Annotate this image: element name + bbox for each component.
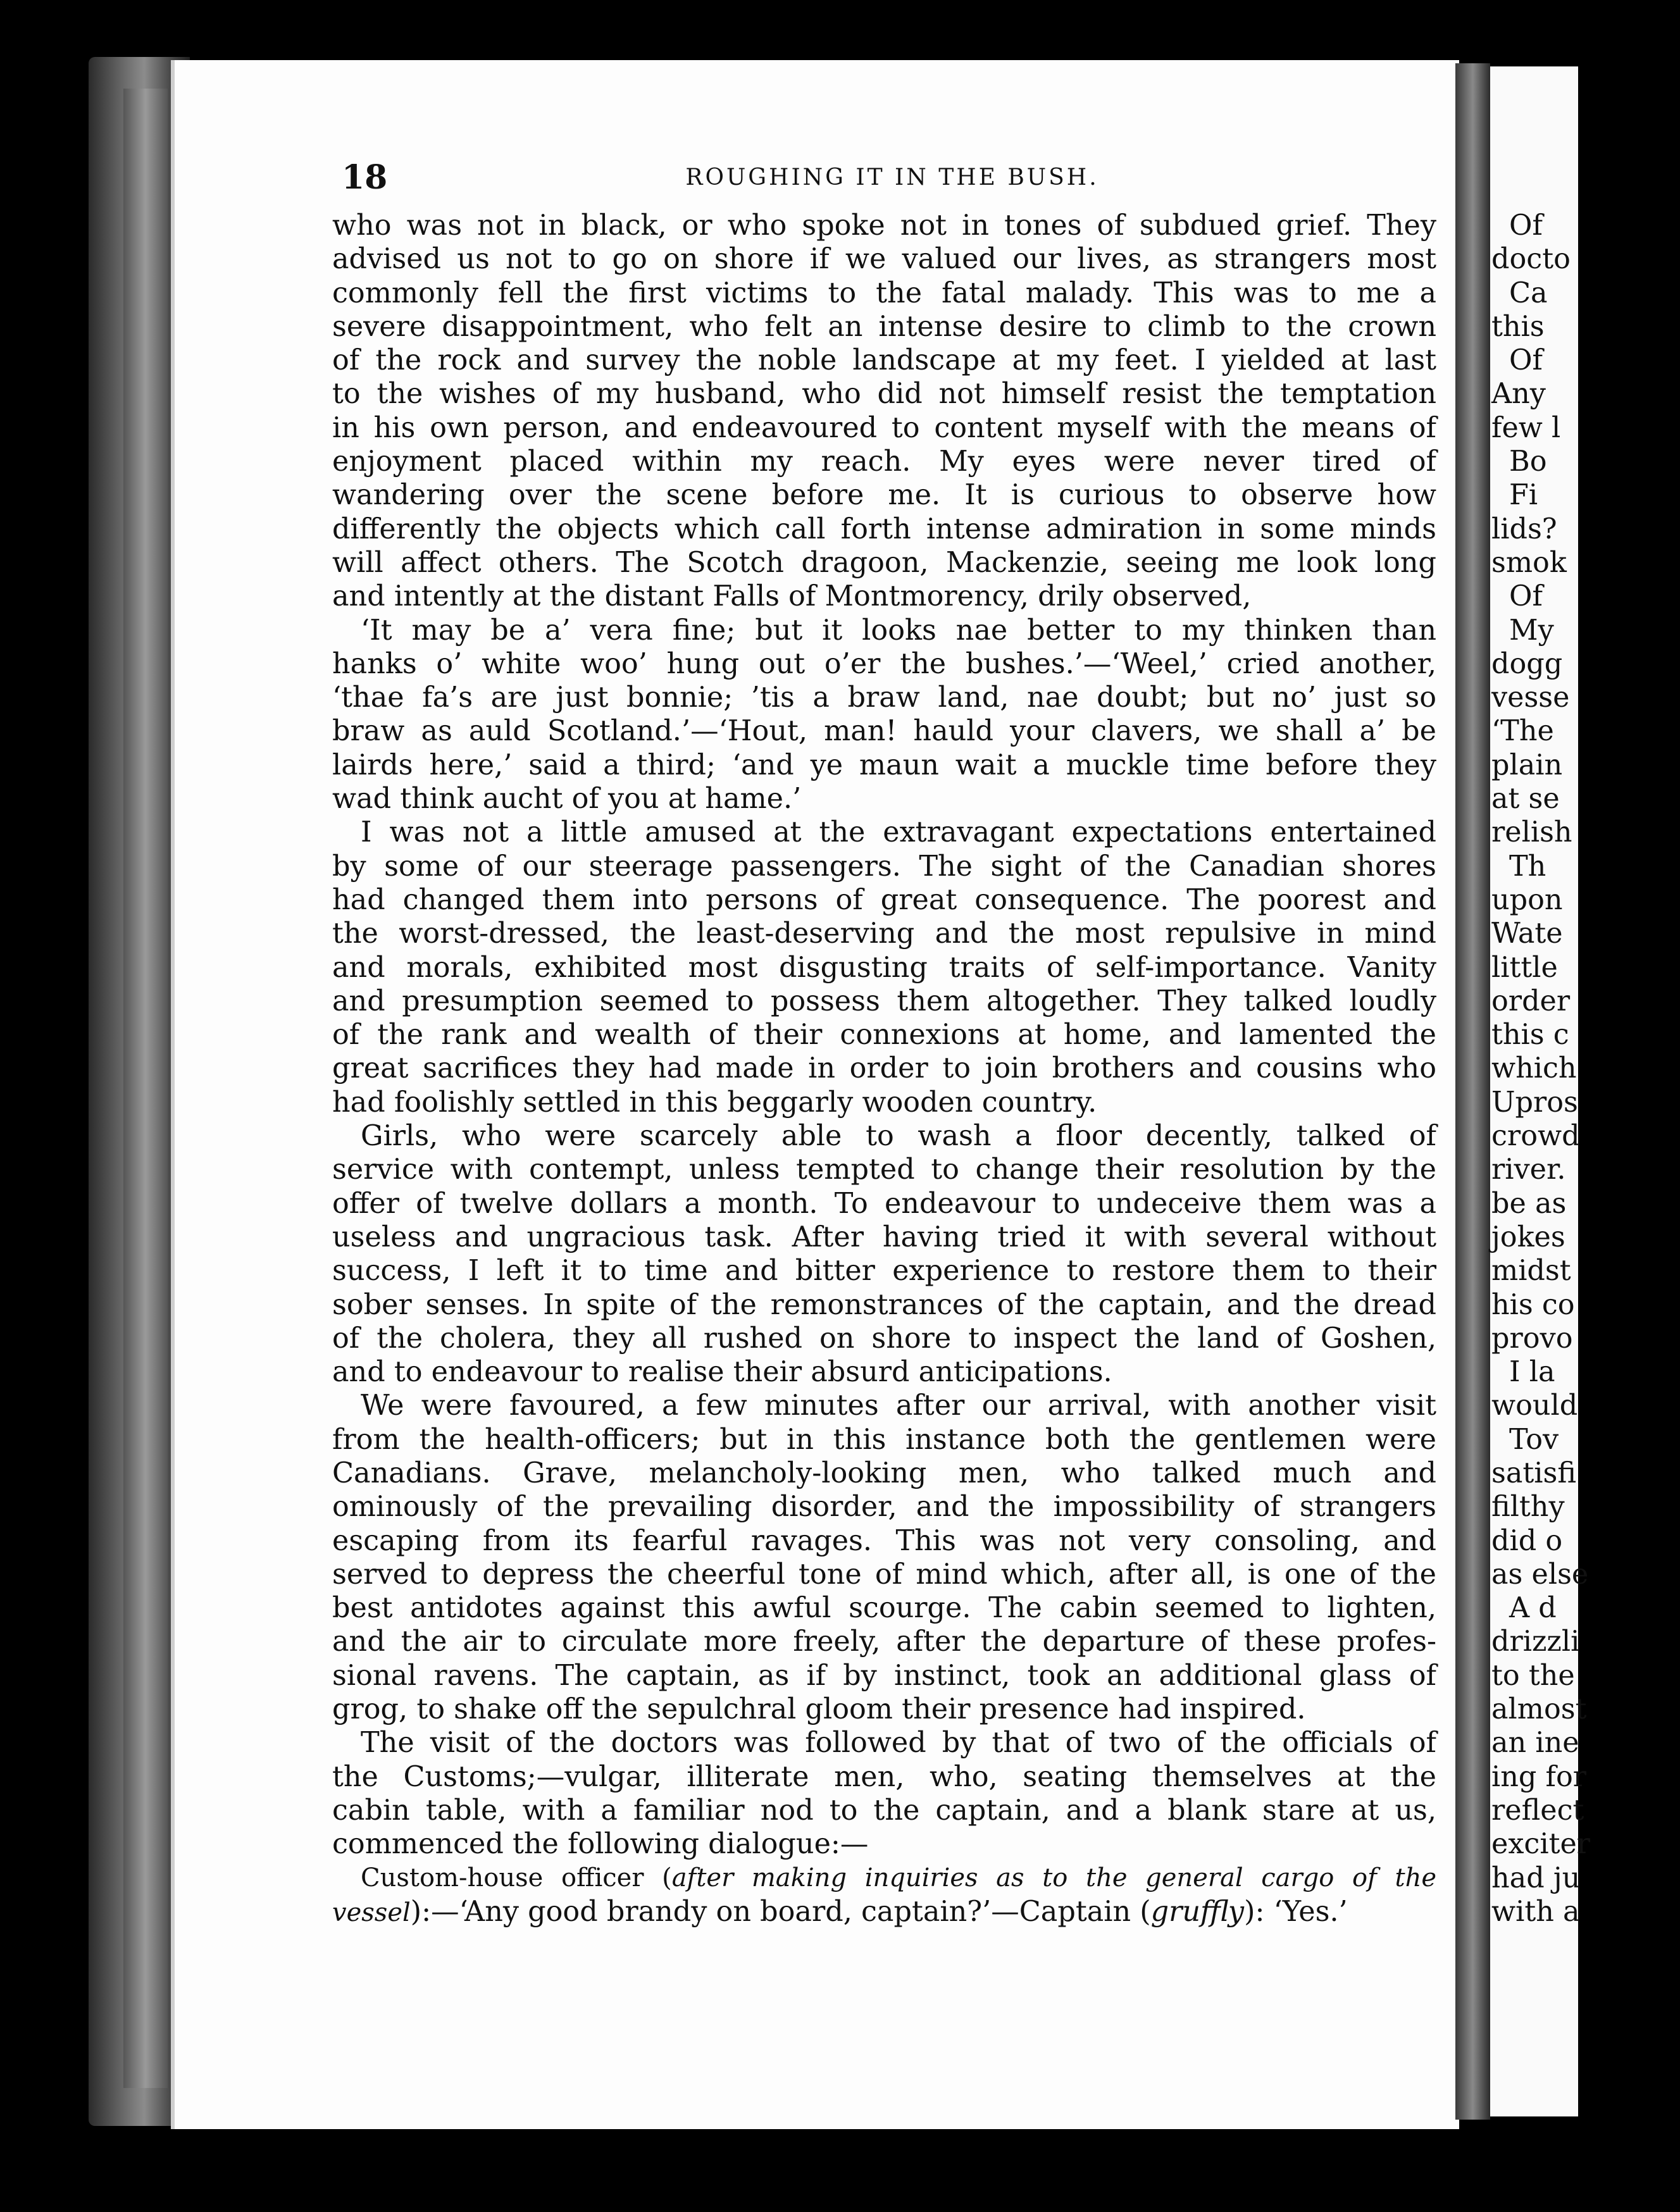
text-line: I was not a little amused at the extravagant expectations entertained: [361, 816, 1436, 849]
text-line: sober senses. In spite of the remonstrances of the captain, and the dread: [332, 1288, 1436, 1321]
text-line: the Customs;—vulgar, illiterate men, who, seating themselves at the: [332, 1760, 1436, 1793]
adjacent-page-line: be as: [1491, 1187, 1567, 1220]
adjacent-page-line: Tov: [1509, 1423, 1559, 1456]
adjacent-page-line: with a: [1491, 1895, 1580, 1928]
text-line: and presumption seemed to possess them altogether. They talked loudly: [332, 985, 1436, 1017]
adjacent-page-line: ‘The: [1491, 715, 1554, 748]
adjacent-page-line: My: [1509, 614, 1554, 647]
adjacent-page-line: provo: [1491, 1322, 1573, 1355]
text-line: and the air to circulate more freely, after the departure of these profes-: [332, 1625, 1436, 1658]
adjacent-page-line: as else: [1491, 1558, 1589, 1591]
dialogue-speech: ):—‘Any good brandy on board, captain?’—Captain (: [410, 1895, 1151, 1928]
adjacent-page-line: dogg: [1491, 647, 1563, 680]
running-title: ROUGHING IT IN THE BUSH.: [685, 165, 1099, 190]
text-line: served to depress the cheerful tone of mind which, after all, is one of the: [332, 1558, 1436, 1591]
adjacent-page-line: this c: [1491, 1019, 1569, 1052]
dialogue-line: [332, 1895, 1436, 1929]
adjacent-page-line: order: [1491, 985, 1571, 1017]
adjacent-page-line: Of: [1509, 344, 1543, 377]
adjacent-page-line: relish: [1491, 816, 1572, 849]
text-line: Canadians. Grave, melancholy-looking men, who talked much and: [332, 1457, 1436, 1489]
page-gutter-shadow: [1455, 63, 1490, 2120]
text-line: great sacrifices they had made in order to join brothers and cousins who: [332, 1052, 1436, 1085]
text-line: ominously of the prevailing disorder, and the impossibility of strangers: [332, 1491, 1436, 1524]
adjacent-page-line: Th: [1509, 850, 1546, 883]
text-line: best antidotes against this awful scourge. The cabin seemed to lighten,: [332, 1592, 1436, 1625]
dialogue-line: [332, 1861, 1436, 1895]
adjacent-page-line: crowd: [1491, 1120, 1580, 1153]
adjacent-page-line: upon: [1491, 883, 1563, 916]
text-line: offer of twelve dollars a month. To endeavour to undeceive them was a: [332, 1187, 1436, 1220]
text-line: and to endeavour to realise their absurd anticipations.: [332, 1356, 1112, 1389]
text-line: commonly fell the first victims to the fatal malady. This was to me a: [332, 276, 1436, 309]
text-line: ‘thae fa’s are just bonnie; ’tis a braw land, nae doubt; but no’ just so: [332, 681, 1436, 714]
adjacent-page-line: ing for: [1491, 1760, 1587, 1793]
text-line: by some of our steerage passengers. The sight of the Canadian shores: [332, 850, 1436, 883]
adjacent-page-line: Wate: [1491, 917, 1563, 950]
dialogue-manner: gruffly: [1150, 1895, 1245, 1928]
adjacent-page-line: Any: [1491, 378, 1546, 411]
adjacent-page-line: Of: [1509, 209, 1543, 242]
adjacent-page-line: little: [1491, 951, 1558, 984]
text-line: commenced the following dialogue:—: [332, 1828, 869, 1861]
text-line: advised us not to go on shore if we valued our lives, as strangers most: [332, 243, 1436, 276]
adjacent-page: [1490, 66, 1591, 2116]
text-line: We were favoured, a few minutes after our arrival, with another visit: [361, 1389, 1436, 1422]
text-line: and morals, exhibited most disgusting traits of self-importance. Vanity: [332, 951, 1436, 984]
adjacent-page-line: river.: [1491, 1153, 1566, 1186]
text-line: the worst-dressed, the least-deserving and the most repulsive in mind: [332, 917, 1436, 950]
text-line: of the rank and wealth of their connexions at home, and lamented the: [332, 1019, 1436, 1052]
text-line: and intently at the distant Falls of Montmorency, drily observed,: [332, 580, 1252, 613]
text-line: braw as auld Scotland.’—‘Hout, man! hauld your clavers, we shall a’ be: [332, 715, 1436, 748]
text-line: sional ravens. The captain, as if by instinct, took an additional glass of: [332, 1659, 1436, 1692]
adjacent-page-line: vesse: [1491, 681, 1570, 714]
adjacent-page-line: almost: [1491, 1693, 1587, 1726]
adjacent-page-line: exciter: [1491, 1828, 1591, 1861]
adjacent-page-line: midst: [1491, 1255, 1571, 1288]
text-line: of the cholera, they all rushed on shore to inspect the land of Goshen,: [332, 1322, 1436, 1355]
adjacent-page-line: A d: [1509, 1592, 1557, 1625]
dialogue-stage-direction: after making inquiries as to the general cargo of the: [671, 1863, 1437, 1892]
text-line: in his own person, and endeavoured to content myself with the means of: [332, 411, 1436, 444]
adjacent-page-line: Bo: [1509, 445, 1547, 478]
adjacent-page-line: at se: [1491, 783, 1560, 816]
text-line: of the rock and survey the noble landscape at my feet. I yielded at last: [332, 344, 1436, 377]
adjacent-page-line: this: [1491, 310, 1545, 343]
adjacent-page-line: which: [1491, 1052, 1577, 1085]
dialogue-speaker: Custom-house officer (: [361, 1863, 672, 1892]
adjacent-page-line: plain: [1491, 749, 1563, 781]
dialogue-reply: ): ‘Yes.’: [1244, 1895, 1348, 1928]
adjacent-page-line: filthy: [1491, 1491, 1565, 1524]
dialogue-stage-direction-end: vessel: [332, 1898, 411, 1927]
running-head: [342, 158, 1443, 202]
text-line: to the wishes of my husband, who did not himself resist the temptation: [332, 378, 1436, 411]
text-line: useless and ungracious task. After having tried it with several without: [332, 1221, 1436, 1253]
book-spine-edge: [123, 89, 168, 2088]
text-line: lairds here,’ said a third; ‘and ye maun wait a muckle time before they: [332, 749, 1436, 781]
text-line: differently the objects which call forth intense admiration in some minds: [332, 513, 1436, 545]
text-line: had foolishly settled in this beggarly wooden country.: [332, 1086, 1097, 1119]
text-line: enjoyment placed within my reach. My eyes were never tired of: [332, 445, 1436, 478]
text-line: The visit of the doctors was followed by that of two of the officials of: [361, 1727, 1436, 1760]
page-number: 18: [342, 158, 388, 197]
adjacent-page-text: [1490, 209, 1680, 1929]
adjacent-page-line: an ine: [1491, 1727, 1579, 1760]
body-text: [332, 209, 1436, 1929]
adjacent-page-line: Ca: [1509, 276, 1548, 309]
text-line: service with contempt, unless tempted to change their resolution by the: [332, 1153, 1436, 1186]
text-line: escaping from its fearful ravages. This was not very consoling, and: [332, 1524, 1436, 1557]
text-line: wad think aucht of you at hame.’: [332, 783, 802, 816]
adjacent-page-line: smok: [1491, 546, 1567, 579]
adjacent-page-line: his co: [1491, 1288, 1575, 1321]
adjacent-page-line: Of: [1509, 580, 1543, 613]
text-line: hanks o’ white woo’ hung out o’er the bushes.’—‘Weel,’ cried another,: [332, 647, 1436, 680]
text-line: severe disappointment, who felt an intense desire to climb to the crown: [332, 310, 1436, 343]
text-line: success, I left it to time and bitter experience to restore them to their: [332, 1255, 1436, 1288]
text-line: who was not in black, or who spoke not in tones of subdued grief. They: [332, 209, 1436, 242]
text-line: will affect others. The Scotch dragoon, Mackenzie, seeing me look long: [332, 546, 1436, 579]
adjacent-page-line: would: [1491, 1389, 1578, 1422]
adjacent-page-line: had ju: [1491, 1861, 1581, 1894]
text-line: ‘It may be a’ vera fine; but it looks nae better to my thinken than: [361, 614, 1436, 647]
adjacent-page-line: Fi: [1509, 479, 1538, 512]
adjacent-page-line: jokes: [1491, 1221, 1565, 1253]
text-line: wandering over the scene before me. It is curious to observe how: [332, 479, 1436, 512]
adjacent-page-line: Upros: [1491, 1086, 1578, 1119]
adjacent-page-line: drizzli: [1491, 1625, 1580, 1658]
adjacent-page-line: docto: [1491, 243, 1571, 276]
adjacent-page-line: few l: [1491, 411, 1561, 444]
adjacent-page-line: reflect: [1491, 1794, 1584, 1827]
adjacent-page-line: lids?: [1491, 513, 1557, 545]
adjacent-page-line: did o: [1491, 1524, 1563, 1557]
text-line: Girls, who were scarcely able to wash a floor decently, talked of: [361, 1120, 1436, 1153]
adjacent-page-line: I la: [1509, 1356, 1555, 1389]
text-line: from the health-officers; but in this instance both the gentlemen were: [332, 1423, 1436, 1456]
adjacent-page-line: satisfi: [1491, 1457, 1576, 1489]
text-line: grog, to shake off the sepulchral gloom their presence had inspired.: [332, 1693, 1306, 1726]
text-line: cabin table, with a familiar nod to the captain, and a blank stare at us,: [332, 1794, 1436, 1827]
text-line: had changed them into persons of great consequence. The poorest and: [332, 883, 1436, 916]
adjacent-page-line: to the: [1491, 1659, 1575, 1692]
